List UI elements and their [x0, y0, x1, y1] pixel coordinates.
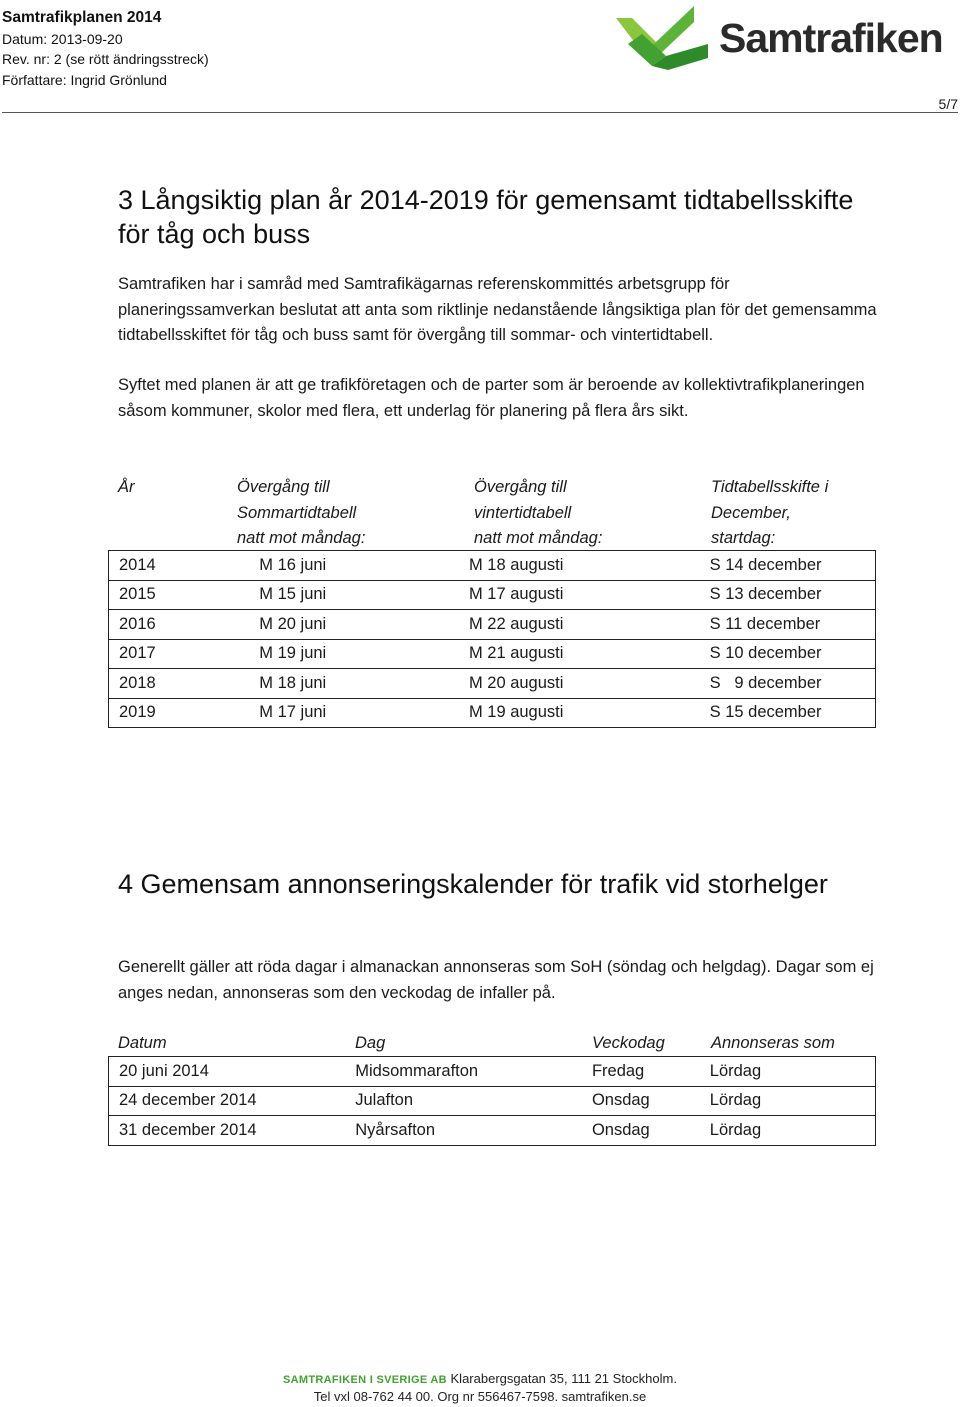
table-row	[109, 610, 876, 640]
calendar-weekday: Fredag	[592, 1057, 710, 1087]
calendar-day: Julafton	[355, 1086, 592, 1116]
table-row	[109, 1057, 876, 1087]
calendar-header-date: Datum	[118, 1034, 167, 1052]
calendar-date: 31 december 2014	[109, 1116, 356, 1146]
calendar-header-announced-as: Annonseras som	[711, 1034, 835, 1052]
plan-year: 2019	[109, 698, 260, 728]
plan-year: 2016	[109, 610, 260, 640]
plan-winter: M 17 augusti	[469, 580, 710, 610]
table-row	[109, 669, 876, 699]
calendar-header-weekday: Veckodag	[592, 1034, 665, 1052]
footer-line-1	[0, 1371, 960, 1386]
table-row	[109, 551, 876, 581]
plan-december: S 9 december	[710, 669, 876, 699]
plan-year: 2014	[109, 551, 260, 581]
plan-summer: M 17 juni	[259, 698, 469, 728]
calendar-announced-as: Lördag	[710, 1057, 876, 1087]
plan-year: 2018	[109, 669, 260, 699]
document-title: Samtrafikplanen 2014	[2, 9, 162, 26]
plan-table-header-year: År	[118, 478, 135, 496]
document-header-meta	[2, 8, 209, 90]
plan-december: S 11 december	[710, 610, 876, 640]
footer-contact: Tel vxl 08-762 44 00. Org nr 556467-7598. samtrafiken.se	[313, 1389, 647, 1404]
samtrafiken-logo	[616, 4, 960, 72]
plan-table-header-winter: Övergång till vintertidtabell natt mot måndag:	[474, 478, 603, 547]
plan-winter: M 18 augusti	[469, 551, 710, 581]
plan-year: 2017	[109, 639, 260, 669]
samtrafiken-wordmark: Samtrafiken	[719, 15, 943, 61]
plan-summer: M 20 juni	[259, 610, 469, 640]
calendar-announced-as: Lördag	[710, 1116, 876, 1146]
holiday-calendar-table	[108, 1056, 876, 1146]
calendar-date: 24 december 2014	[109, 1086, 356, 1116]
table-row	[109, 1086, 876, 1116]
plan-winter: M 19 augusti	[469, 698, 710, 728]
plan-summer: M 18 juni	[259, 669, 469, 699]
plan-december: S 10 december	[710, 639, 876, 669]
footer-company: SAMTRAFIKEN I SVERIGE AB	[283, 1374, 447, 1386]
plan-year: 2015	[109, 580, 260, 610]
plan-table-header-summer: Övergång till Sommartidtabell natt mot måndag:	[237, 478, 366, 547]
section-4-paragraph: Generellt gäller att röda dagar i almanackan annonseras som SoH (söndag och helgdag). Dagar som ej anges nedan, annonseras som den veckodag de infaller på.	[118, 958, 874, 1002]
plan-winter: M 22 augusti	[469, 610, 710, 640]
plan-winter: M 20 augusti	[469, 669, 710, 699]
table-row	[109, 580, 876, 610]
plan-december: S 15 december	[710, 698, 876, 728]
section-3-paragraph-1: Samtrafiken har i samråd med Samtrafikägarnas referenskommittés arbetsgrupp för planeringssamverkan beslutat att anta som riktlinje nedanstående långsiktiga plan för det gemensamma tidtabellsskiftet för tåg och buss samt för övergång till sommar- och vintertidtabell.	[118, 275, 877, 344]
calendar-day: Nyårsafton	[355, 1116, 592, 1146]
plan-winter: M 21 augusti	[469, 639, 710, 669]
section-3-paragraph-2: Syftet med planen är att ge trafikföretagen och de parter som är beroende av kollektivtrafikplaneringen såsom kommuner, skolor med flera, ett underlag för planering på flera års sikt.	[118, 376, 865, 420]
calendar-header-day: Dag	[355, 1034, 386, 1052]
table-row	[109, 698, 876, 728]
timetable-plan-table	[108, 550, 876, 728]
calendar-date: 20 juni 2014	[109, 1057, 356, 1087]
document-revision: Rev. nr: 2 (se rött ändringsstreck)	[2, 51, 209, 67]
plan-summer: M 16 juni	[259, 551, 469, 581]
plan-december: S 14 december	[710, 551, 876, 581]
document-date: Datum: 2013-09-20	[2, 30, 123, 47]
document-author: Författare: Ingrid Grönlund	[2, 71, 167, 88]
plan-summer: M 19 juni	[259, 639, 469, 669]
table-row	[109, 1116, 876, 1146]
section-4-heading: 4 Gemensam annonseringskalender för trafik vid storhelger	[118, 869, 828, 899]
calendar-weekday: Onsdag	[592, 1086, 710, 1116]
calendar-weekday: Onsdag	[592, 1116, 710, 1146]
footer-address: Klarabergsgatan 35, 111 21 Stockholm.	[450, 1371, 677, 1386]
calendar-announced-as: Lördag	[710, 1086, 876, 1116]
header-divider	[2, 112, 958, 113]
plan-table-header-december: Tidtabellsskifte i December, startdag:	[711, 478, 829, 547]
plan-december: S 13 december	[710, 580, 876, 610]
plan-summer: M 15 juni	[259, 580, 469, 610]
samtrafiken-logo-mark-icon	[616, 4, 712, 72]
section-3-heading: 3 Långsiktig plan år 2014-2019 för gemensamt tidtabellsskifte för tåg och buss	[118, 185, 854, 249]
calendar-day: Midsommarafton	[355, 1057, 592, 1087]
page-number: 5/7	[938, 96, 958, 112]
table-row	[109, 639, 876, 669]
